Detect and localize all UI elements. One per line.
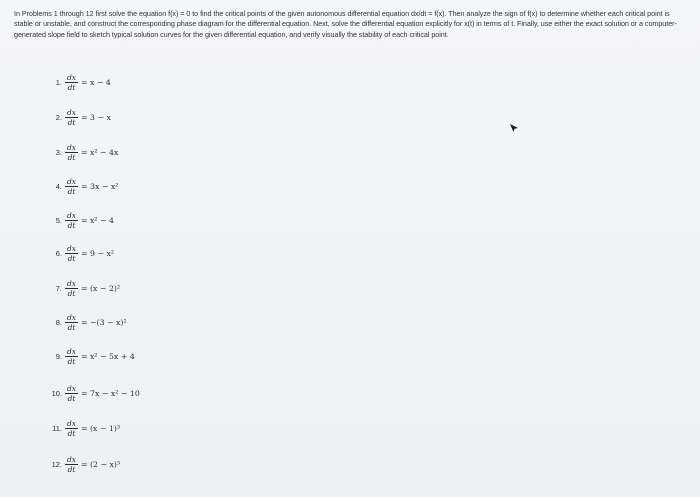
fraction-denominator: dt <box>67 253 76 263</box>
fraction-numerator: dx <box>66 418 77 428</box>
derivative-fraction <box>65 244 78 263</box>
fraction-denominator: dt <box>67 288 76 298</box>
equation-rhs: = x² − 4 <box>81 215 114 225</box>
fraction-numerator: dx <box>66 210 77 220</box>
problem-item <box>48 69 111 95</box>
problem-item <box>42 415 120 441</box>
derivative-fraction <box>65 73 78 92</box>
equation-rhs: = 7x − x² − 10 <box>81 388 140 398</box>
problem-number: 10. <box>51 388 62 398</box>
equation-rhs: = x² − 4x <box>81 147 119 157</box>
equation-rhs: = (x − 2)² <box>81 283 121 293</box>
derivative-fraction <box>65 419 78 438</box>
fraction-denominator: dt <box>67 464 76 474</box>
mouse-pointer-icon <box>509 123 519 133</box>
fraction-denominator: dt <box>67 356 76 366</box>
fraction-denominator: dt <box>67 152 76 162</box>
fraction-denominator: dt <box>67 220 76 230</box>
equation-rhs: = x² − 5x + 4 <box>81 351 135 361</box>
fraction-numerator: dx <box>66 383 77 393</box>
derivative-fraction <box>65 347 78 366</box>
fraction-numerator: dx <box>66 243 77 253</box>
derivative-fraction <box>65 211 78 230</box>
problem-number: 12. <box>51 459 62 469</box>
fraction-denominator: dt <box>67 117 76 127</box>
fraction-numerator: dx <box>66 312 77 322</box>
fraction-numerator: dx <box>66 72 77 82</box>
problem-item <box>48 343 135 369</box>
derivative-fraction <box>65 313 78 332</box>
derivative-fraction <box>65 143 78 162</box>
problem-number: 9. <box>55 351 62 361</box>
fraction-numerator: dx <box>66 107 77 117</box>
fraction-numerator: dx <box>66 142 77 152</box>
fraction-denominator: dt <box>67 186 76 196</box>
problem-number: 6. <box>55 248 62 258</box>
problem-number: 8. <box>55 317 62 327</box>
fraction-numerator: dx <box>66 454 77 464</box>
problem-number: 2. <box>55 112 62 122</box>
equation-rhs: = (2 − x)³ <box>81 459 121 469</box>
equation-rhs: = x − 4 <box>81 77 111 87</box>
derivative-fraction <box>65 108 78 127</box>
problem-item <box>48 309 127 335</box>
derivative-fraction <box>65 177 78 196</box>
derivative-fraction <box>65 455 78 474</box>
equation-rhs: = 3 − x <box>81 112 111 122</box>
derivative-fraction <box>65 384 78 403</box>
fraction-numerator: dx <box>66 176 77 186</box>
fraction-numerator: dx <box>66 278 77 288</box>
derivative-fraction <box>65 279 78 298</box>
problem-number: 7. <box>55 283 62 293</box>
fraction-denominator: dt <box>67 322 76 332</box>
problem-item <box>48 240 114 266</box>
equation-rhs: = (x − 1)³ <box>81 423 121 433</box>
fraction-numerator: dx <box>66 346 77 356</box>
problem-item <box>42 451 120 477</box>
problem-number: 5. <box>55 215 62 225</box>
equation-rhs: = 3x − x² <box>81 181 119 191</box>
problem-number: 1. <box>55 77 62 87</box>
problem-instructions: In Problems 1 through 12 first solve the equation f(x) = 0 to find the critical points of the given autonomous differential equation dx/dt = f(x). Then analyze the sign of f(x) to determine whether each critical point is stable or unstable, and construct the corresponding phase diagram for the differential equation. Next, solve the differential equation explicitly for x(t) in terms of t. Finally, use either the exact solution or a computer-generated slope field to sketch typical solution curves for the given differential equation, and verify visually the stability of each critical point. <box>14 9 677 39</box>
problem-item <box>48 139 118 165</box>
fraction-denominator: dt <box>67 393 76 403</box>
fraction-denominator: dt <box>67 428 76 438</box>
problem-item <box>42 380 140 406</box>
problem-item <box>48 104 111 130</box>
problem-item <box>48 207 114 233</box>
fraction-denominator: dt <box>67 82 76 92</box>
problem-item <box>48 275 120 301</box>
problem-number: 4. <box>55 181 62 191</box>
equation-rhs: = −(3 − x)² <box>81 317 127 327</box>
problem-number: 11. <box>52 423 62 433</box>
equation-rhs: = 9 − x² <box>81 248 114 258</box>
problem-number: 3. <box>55 147 62 157</box>
problem-item <box>48 173 118 199</box>
